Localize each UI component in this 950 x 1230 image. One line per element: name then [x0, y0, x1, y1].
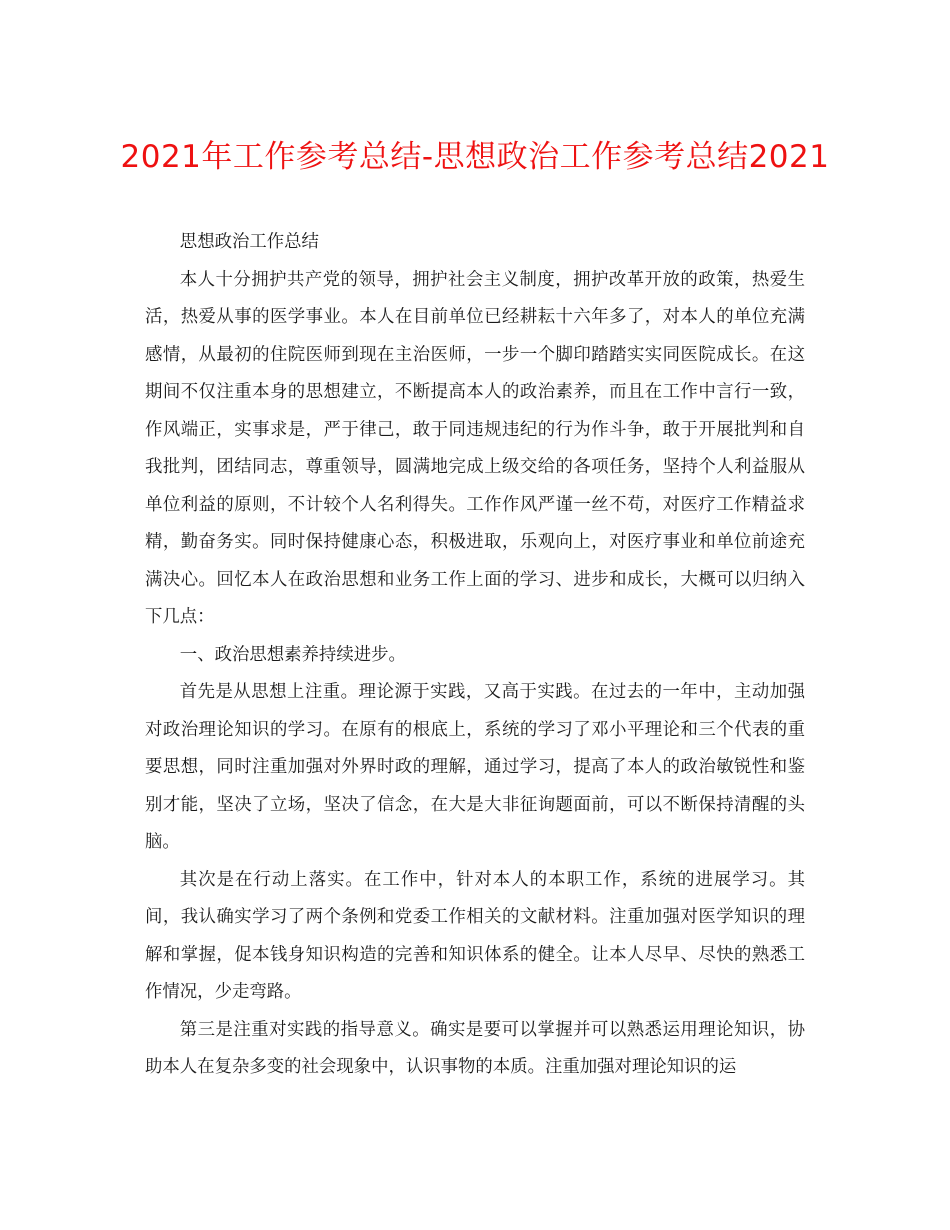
paragraph: 首先是从思想上注重。理论源于实践，又高于实践。在过去的一年中，主动加强对政治理论知识的学习。在原有的根底上，系统的学习了邓小平理论和三个代表的重要思想，同时注重加强对外界时政的理解，通过学习，提高了本人的政治敏锐性和鉴别才能，坚决了立场，坚决了信念，在大是大非征询题面前，可以不断保持清醒的头脑。	[145, 682, 805, 852]
subsection-heading: 一、政治思想素养持续进步。	[179, 644, 406, 665]
document-body	[145, 224, 805, 1087]
section-heading: 思想政治工作总结	[179, 232, 319, 252]
paragraph: 本人十分拥护共产党的领导，拥护社会主义制度，拥护改革开放的政策，热爱生活，热爱从事的医学事业。本人在目前单位已经耕耘十六年多了，对本人的单位充满感情，从最初的住院医师到现在主治医师，一步一个脚印踏踏实实同医院成长。在这期间不仅注重本身的思想建立，不断提高本人的政治素养，而且在工作中言行一致，作风端正，实事求是，严于律己，敢于同违规违纪的行为作斗争，敢于开展批判和自我批判，团结同志，尊重领导，圆满地完成上级交给的各项任务，坚持个人利益服从单位利益的原则，不计较个人名利得失。工作作风严谨一丝不苟，对医疗工作精益求精，勤奋务实。同时保持健康心态，积极进取，乐观向上，对医疗事业和单位前途充满决心。回忆本人在政治思想和业务工作上面的学习、进步和成长，大概可以归纳入下几点：	[145, 269, 805, 627]
paragraph: 第三是注重对实践的指导意义。确实是要可以掌握并可以熟悉运用理论知识，协助本人在复杂多变的社会现象中，认识事物的本质。注重加强对理论知识的运	[145, 1019, 805, 1077]
document-title: 2021年工作参考总结-思想政治工作参考总结2021	[120, 139, 830, 175]
paragraph: 其次是在行动上落实。在工作中，针对本人的本职工作，系统的进展学习。其间，我认确实学习了两个条例和党委工作相关的文献材料。注重加强对医学知识的理解和掌握，促本钱身知识构造的完善和知识体系的健全。让本人尽早、尽快的熟悉工作情况，少走弯路。	[145, 869, 805, 1002]
